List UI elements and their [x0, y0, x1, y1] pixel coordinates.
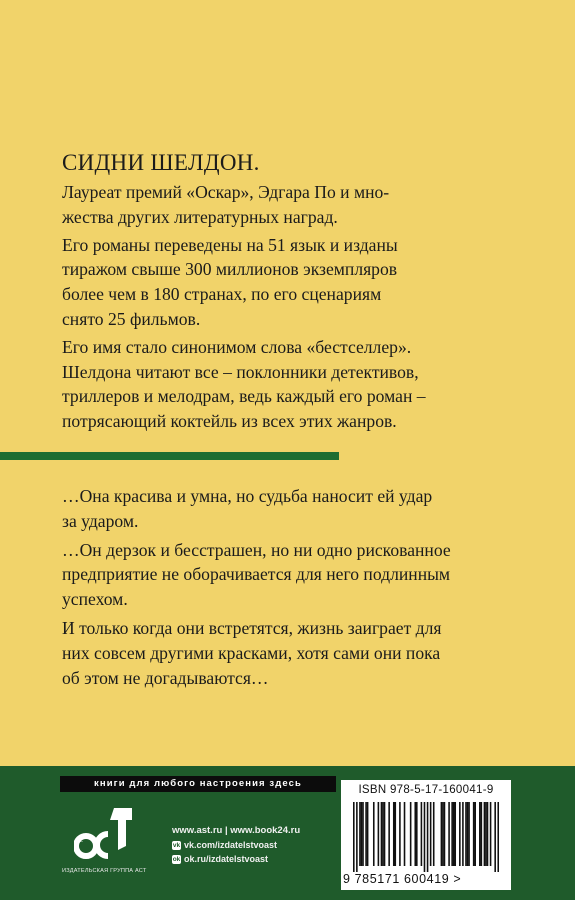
barcode-bar [444, 802, 446, 866]
barcode-bar [462, 802, 464, 866]
bio-paragraph-1: Лауреат премий «Оскар», Эдгара По и мно- жества других литературных наград. [62, 182, 390, 227]
barcode-digits: 9 785171 600419 > [343, 872, 462, 886]
barcode-bar [414, 802, 416, 866]
tagline-bar: книги для любого настроения здесь [60, 776, 336, 792]
barcode-icon [353, 802, 499, 872]
barcode-bar [394, 802, 396, 866]
vk-icon: vk [172, 841, 181, 849]
barcode-bar [367, 802, 369, 866]
blurb-paragraph-3: И только когда они встретятся, жизнь заиграет для них совсем другими красками, хотя сами они пока об этом не догадываются… [62, 617, 442, 688]
barcode-bar [393, 802, 395, 866]
barcode-bar [361, 802, 363, 866]
blurb-paragraph-1: …Она красива и умна, но судьба наносит ей удар за ударом. [62, 486, 433, 531]
barcode-bar [384, 802, 386, 866]
barcode-bar [388, 802, 390, 866]
barcode-bar [373, 802, 375, 866]
bio-paragraph-2: Его романы переведены на 51 язык и изданы тиражом свыше 300 миллионов экземпляров более чем в 180 странах, по его сценариям снято 25 фильмов. [62, 234, 398, 329]
publisher-footer [0, 766, 575, 900]
barcode-bar [448, 802, 450, 866]
barcode-bar [424, 802, 426, 872]
barcode-bar [442, 802, 444, 866]
green-divider [0, 452, 339, 460]
barcode-bar [490, 802, 492, 866]
barcode-bar [451, 802, 453, 866]
barcode-bar [484, 802, 486, 866]
barcode-bar [382, 802, 384, 866]
barcode-bar [430, 802, 432, 866]
vk-row [172, 838, 300, 852]
barcode-bar [453, 802, 455, 866]
barcode-bar [421, 802, 423, 866]
barcode-bar [441, 802, 443, 866]
book-blurb-section [62, 484, 522, 694]
barcode-bar [473, 802, 475, 866]
websites-row [172, 824, 300, 838]
ok-link[interactable]: ok.ru/izdatelstvoast [184, 854, 269, 864]
publisher-name: ИЗДАТЕЛЬСКАЯ ГРУППА АСТ [62, 868, 147, 874]
bio-paragraph-3: Его имя стало синонимом слова «бестселлер». Шелдона читают все – поклонники детективов, триллеров и мелодрам, ведь каждый его роман – потрясающий коктейль из всех этих жанров. [62, 336, 426, 432]
vk-link[interactable]: vk.com/izdatelstvoast [184, 840, 278, 850]
barcode-bar [381, 802, 383, 866]
author-bio-section [62, 148, 502, 437]
barcode-bar [468, 802, 470, 866]
barcode-bar [427, 802, 429, 872]
websites-link[interactable]: www.ast.ru | www.book24.ru [172, 825, 301, 836]
barcode-bar [353, 802, 355, 872]
barcode-bar [410, 802, 412, 866]
barcode-bar [467, 802, 469, 866]
publisher-logo-block [62, 806, 162, 884]
barcode-bar [481, 802, 483, 866]
barcode-bar [474, 802, 476, 866]
barcode-bar [416, 802, 418, 866]
barcode-bar [465, 802, 467, 866]
barcode-bar [454, 802, 456, 866]
ok-icon: ok [172, 855, 181, 863]
barcode-bar [487, 802, 489, 866]
barcode-bar [404, 802, 406, 866]
publisher-links [172, 824, 300, 866]
barcode-bar [378, 802, 380, 866]
barcode-bar [459, 802, 461, 866]
isbn-label: ISBN 978-5-17-160041-9 [358, 784, 494, 796]
barcode-bar [497, 802, 499, 872]
barcode-bar [362, 802, 364, 866]
ok-row [172, 852, 300, 866]
logo-lettering: аст [80, 841, 84, 843]
barcode-box [341, 780, 511, 890]
barcode-bar [359, 802, 361, 866]
barcode-bar [494, 802, 496, 872]
blurb-paragraph-2: …Он дерзок и бесстрашен, но ни одно рискованное предприятие не оборачивается для него подлинным успехом. [62, 539, 451, 610]
barcode-bar [485, 802, 487, 866]
author-heading: СИДНИ ШЕЛДОН. [62, 150, 260, 175]
barcode-bar [356, 802, 358, 872]
barcode-bar [479, 802, 481, 866]
barcode-bar [365, 802, 367, 866]
barcode-bar [399, 802, 401, 866]
ast-logo-icon [74, 806, 138, 866]
barcode-bar [433, 802, 435, 866]
